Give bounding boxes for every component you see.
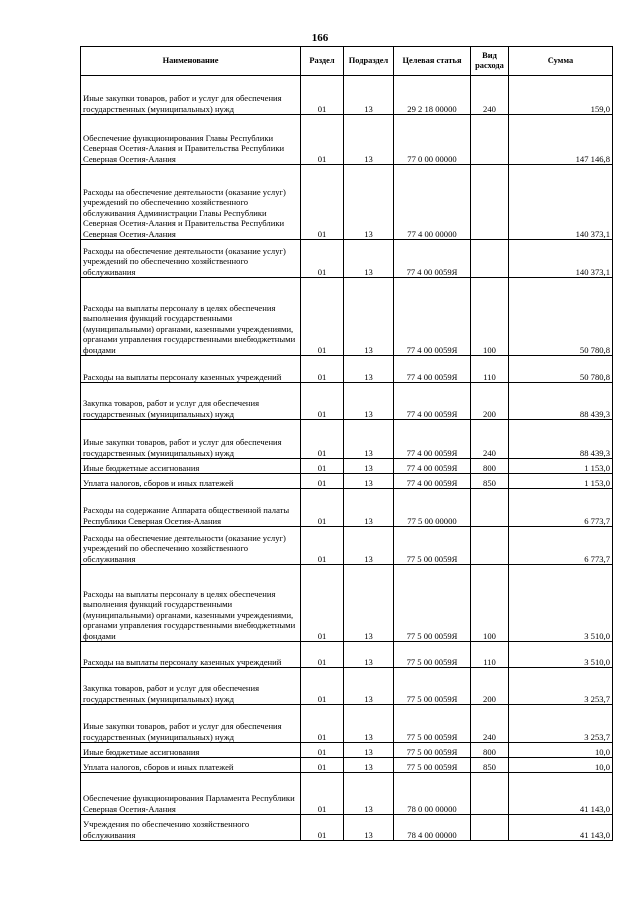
row-name: Иные закупки товаров, работ и услуг для обеспечения государственных (муниципальных) нужд: [81, 705, 301, 743]
row-name: Иные бюджетные ассигнования: [81, 743, 301, 758]
row-razdel: 01: [301, 383, 344, 420]
row-name: Иные бюджетные ассигнования: [81, 459, 301, 474]
row-vid: 240: [471, 76, 509, 115]
row-celevaya: 77 0 00 00000: [394, 115, 471, 165]
row-name: Расходы на содержание Аппарата общественной палаты Республики Северная Осетия-Алания: [81, 489, 301, 527]
header-summa: Сумма: [509, 47, 613, 76]
table-row: [81, 758, 613, 773]
table-row: [81, 642, 613, 668]
row-vid: [471, 773, 509, 815]
row-razdel: 01: [301, 705, 344, 743]
row-celevaya: 77 4 00 0059Я: [394, 420, 471, 459]
row-razdel: 01: [301, 758, 344, 773]
row-celevaya: 77 5 00 0059Я: [394, 705, 471, 743]
table-row: [81, 565, 613, 642]
table-row: [81, 420, 613, 459]
row-summa: 10,0: [509, 743, 613, 758]
table-header-row: [81, 47, 613, 76]
table-row: [81, 165, 613, 240]
row-name: Иные закупки товаров, работ и услуг для обеспечения государственных (муниципальных) нужд: [81, 76, 301, 115]
row-summa: 1 153,0: [509, 459, 613, 474]
row-name: Учреждения по обеспечению хозяйственного обслуживания: [81, 815, 301, 841]
row-vid: [471, 527, 509, 565]
page-number: 166: [311, 32, 329, 44]
row-vid: 800: [471, 459, 509, 474]
row-podrazdel: 13: [344, 474, 394, 489]
table-row: [81, 76, 613, 115]
row-summa: 6 773,7: [509, 527, 613, 565]
row-name: Расходы на обеспечение деятельности (оказание услуг) учреждений по обеспечению хозяйственного обслуживания: [81, 240, 301, 278]
row-podrazdel: 13: [344, 240, 394, 278]
row-razdel: 01: [301, 356, 344, 383]
row-vid: 800: [471, 743, 509, 758]
row-celevaya: 78 0 00 00000: [394, 773, 471, 815]
row-celevaya: 77 4 00 0059Я: [394, 474, 471, 489]
row-name: Иные закупки товаров, работ и услуг для обеспечения государственных (муниципальных) нужд: [81, 420, 301, 459]
row-celevaya: 77 4 00 0059Я: [394, 459, 471, 474]
row-summa: 3 510,0: [509, 565, 613, 642]
row-podrazdel: 13: [344, 773, 394, 815]
row-razdel: 01: [301, 459, 344, 474]
row-razdel: 01: [301, 773, 344, 815]
row-summa: 147 146,8: [509, 115, 613, 165]
table-row: [81, 240, 613, 278]
table-row: [81, 705, 613, 743]
row-summa: 88 439,3: [509, 420, 613, 459]
table-row: [81, 815, 613, 841]
table-row: [81, 474, 613, 489]
row-podrazdel: 13: [344, 489, 394, 527]
row-name: Уплата налогов, сборов и иных платежей: [81, 474, 301, 489]
row-vid: 850: [471, 758, 509, 773]
table-row: [81, 383, 613, 420]
header-name: Наименование: [81, 47, 301, 76]
row-vid: 200: [471, 383, 509, 420]
row-razdel: 01: [301, 489, 344, 527]
row-razdel: 01: [301, 565, 344, 642]
row-podrazdel: 13: [344, 165, 394, 240]
row-razdel: 01: [301, 668, 344, 705]
row-name: Расходы на выплаты персоналу казенных учреждений: [81, 642, 301, 668]
row-razdel: 01: [301, 474, 344, 489]
table-row: [81, 356, 613, 383]
row-vid: 110: [471, 642, 509, 668]
table-row: [81, 459, 613, 474]
row-podrazdel: 13: [344, 459, 394, 474]
row-summa: 1 153,0: [509, 474, 613, 489]
row-razdel: 01: [301, 527, 344, 565]
row-celevaya: 77 4 00 00000: [394, 165, 471, 240]
row-summa: 3 253,7: [509, 668, 613, 705]
row-vid: 850: [471, 474, 509, 489]
row-razdel: 01: [301, 420, 344, 459]
row-podrazdel: 13: [344, 420, 394, 459]
row-razdel: 01: [301, 240, 344, 278]
row-celevaya: 77 5 00 00000: [394, 489, 471, 527]
row-celevaya: 77 5 00 0059Я: [394, 668, 471, 705]
row-celevaya: 77 4 00 0059Я: [394, 356, 471, 383]
row-celevaya: 77 5 00 0059Я: [394, 565, 471, 642]
header-celevaya-statya: Целевая статья: [394, 47, 471, 76]
row-vid: [471, 240, 509, 278]
header-podrazdel: Подраздел: [344, 47, 394, 76]
row-podrazdel: 13: [344, 743, 394, 758]
row-summa: 41 143,0: [509, 815, 613, 841]
row-vid: 240: [471, 705, 509, 743]
row-razdel: 01: [301, 278, 344, 356]
table-row: [81, 527, 613, 565]
row-name: Расходы на обеспечение деятельности (оказание услуг) учреждений по обеспечению хозяйственного обслуживания: [81, 527, 301, 565]
row-name: Обеспечение функционирования Парламента Республики Северная Осетия-Алания: [81, 773, 301, 815]
table-row: [81, 115, 613, 165]
row-celevaya: 77 4 00 0059Я: [394, 240, 471, 278]
row-summa: 88 439,3: [509, 383, 613, 420]
row-summa: 3 253,7: [509, 705, 613, 743]
row-podrazdel: 13: [344, 115, 394, 165]
row-razdel: 01: [301, 76, 344, 115]
row-name: Закупка товаров, работ и услуг для обеспечения государственных (муниципальных) нужд: [81, 668, 301, 705]
row-celevaya: 77 4 00 0059Я: [394, 278, 471, 356]
row-vid: [471, 489, 509, 527]
row-name: Расходы на обеспечение деятельности (оказание услуг) учреждений по обеспечению хозяйственного обслуживания Администрации Главы Республики Северная Осетия-Алания и Правительства Республики Северная Осетия-Алания: [81, 165, 301, 240]
row-celevaya: 77 5 00 0059Я: [394, 642, 471, 668]
row-razdel: 01: [301, 815, 344, 841]
table-row: [81, 278, 613, 356]
row-podrazdel: 13: [344, 705, 394, 743]
budget-table: [80, 46, 613, 841]
row-summa: 140 373,1: [509, 240, 613, 278]
table-row: [81, 743, 613, 758]
row-summa: 3 510,0: [509, 642, 613, 668]
row-podrazdel: 13: [344, 758, 394, 773]
row-celevaya: 78 4 00 00000: [394, 815, 471, 841]
row-summa: 6 773,7: [509, 489, 613, 527]
row-razdel: 01: [301, 743, 344, 758]
row-summa: 50 780,8: [509, 278, 613, 356]
row-name: Обеспечение функционирования Главы Республики Северная Осетия-Алания и Правительства Республики Северная Осетия-Алания: [81, 115, 301, 165]
row-summa: 159,0: [509, 76, 613, 115]
row-podrazdel: 13: [344, 668, 394, 705]
row-celevaya: 77 5 00 0059Я: [394, 527, 471, 565]
row-celevaya: 77 4 00 0059Я: [394, 383, 471, 420]
row-name: Закупка товаров, работ и услуг для обеспечения государственных (муниципальных) нужд: [81, 383, 301, 420]
table-row: [81, 773, 613, 815]
row-podrazdel: 13: [344, 642, 394, 668]
row-vid: [471, 115, 509, 165]
row-vid: [471, 165, 509, 240]
row-summa: 10,0: [509, 758, 613, 773]
row-vid: 200: [471, 668, 509, 705]
row-razdel: 01: [301, 165, 344, 240]
row-vid: 110: [471, 356, 509, 383]
row-summa: 140 373,1: [509, 165, 613, 240]
row-podrazdel: 13: [344, 356, 394, 383]
row-podrazdel: 13: [344, 383, 394, 420]
row-name: Расходы на выплаты персоналу в целях обеспечения выполнения функций государственными (муниципальными) органами, казенными учреждениями, органами управления государственными внебюджетными фондами: [81, 565, 301, 642]
table-row: [81, 489, 613, 527]
row-podrazdel: 13: [344, 815, 394, 841]
row-podrazdel: 13: [344, 527, 394, 565]
row-vid: [471, 815, 509, 841]
row-podrazdel: 13: [344, 278, 394, 356]
row-podrazdel: 13: [344, 565, 394, 642]
row-razdel: 01: [301, 642, 344, 668]
header-vid-rashoda: Вид расхода: [471, 47, 509, 76]
row-podrazdel: 13: [344, 76, 394, 115]
row-name: Расходы на выплаты персоналу казенных учреждений: [81, 356, 301, 383]
table-row: [81, 668, 613, 705]
row-celevaya: 29 2 18 00000: [394, 76, 471, 115]
row-razdel: 01: [301, 115, 344, 165]
row-celevaya: 77 5 00 0059Я: [394, 758, 471, 773]
row-summa: 41 143,0: [509, 773, 613, 815]
row-name: Расходы на выплаты персоналу в целях обеспечения выполнения функций государственными (муниципальными) органами, казенными учреждениями, органами управления государственными внебюджетными фондами: [81, 278, 301, 356]
header-razdel: Раздел: [301, 47, 344, 76]
row-vid: 240: [471, 420, 509, 459]
row-name: Уплата налогов, сборов и иных платежей: [81, 758, 301, 773]
row-celevaya: 77 5 00 0059Я: [394, 743, 471, 758]
row-vid: 100: [471, 278, 509, 356]
row-vid: 100: [471, 565, 509, 642]
row-summa: 50 780,8: [509, 356, 613, 383]
